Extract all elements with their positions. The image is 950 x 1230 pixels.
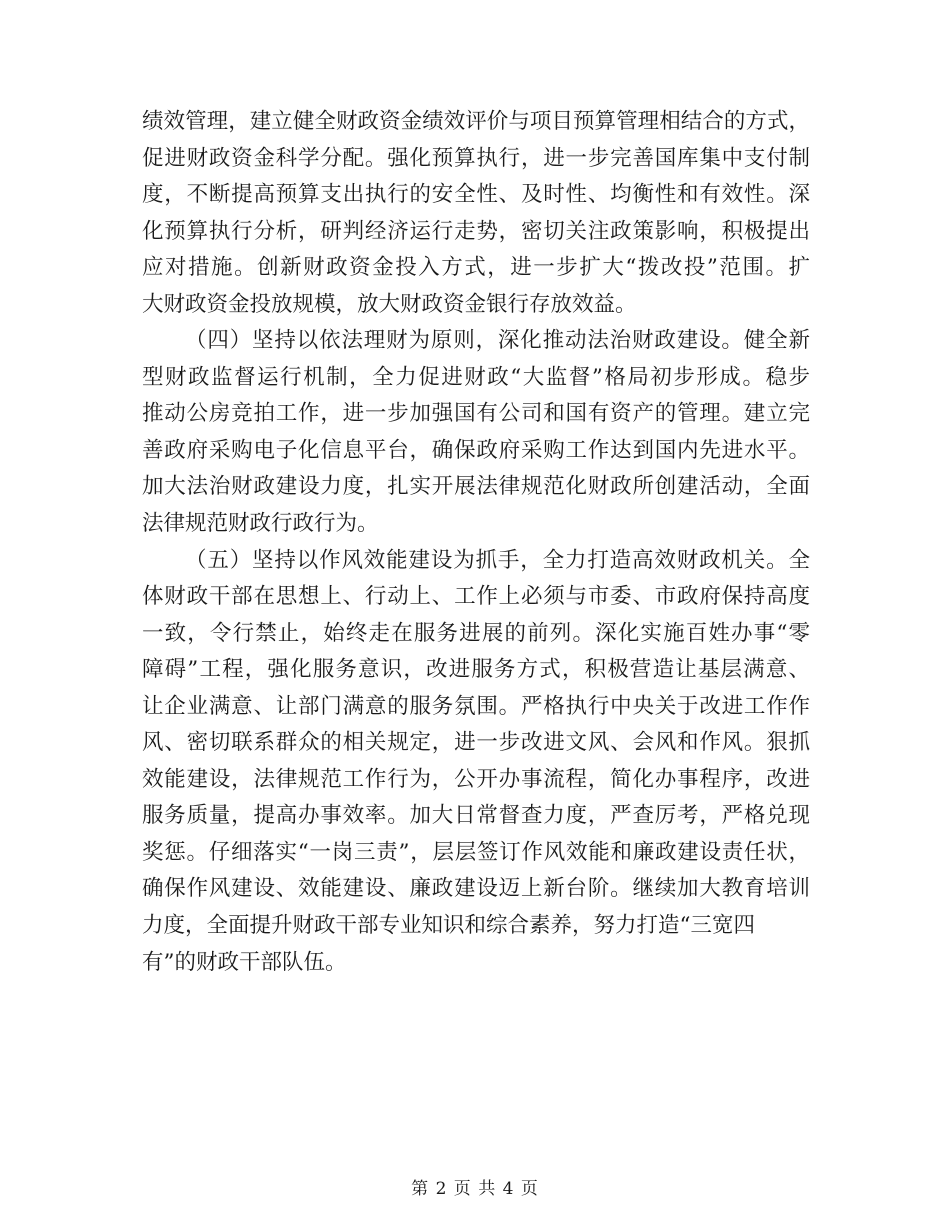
text-line: 化预算执行分析，研判经济运行走势，密切关注政策影响，积极提出 — [142, 218, 810, 244]
text-line: （五）坚持以作风效能建设为抓手，全力打造高效财政机关。全 — [185, 547, 810, 573]
text-line: 加大法治财政建设力度，扎实开展法律规范化财政所创建活动，全面 — [142, 474, 810, 500]
text-line: 奖惩。仔细落实“一岗三责”，层层签订作风效能和廉政建设责任状， — [142, 839, 810, 865]
paragraph-1 — [142, 104, 810, 323]
page-number-footer: 第 2 页 共 4 页 — [411, 1179, 539, 1199]
text-line: 服务质量，提高办事效率。加大日常督查力度，严查厉考，严格兑现 — [142, 803, 810, 829]
text-line: 确保作风建设、效能建设、廉政建设迈上新台阶。继续加大教育培训 — [142, 876, 810, 902]
text-line: 绩效管理，建立健全财政资金绩效评价与项目预算管理相结合的方式， — [142, 109, 810, 134]
text-line: 善政府采购电子化信息平台，确保政府采购工作达到国内先进水平。 — [142, 437, 810, 463]
text-line: 应对措施。创新财政资金投入方式，进一步扩大“拨改投”范围。扩 — [142, 255, 810, 281]
text-line: 促进财政资金科学分配。强化预算执行，进一步完善国库集中支付制 — [142, 145, 810, 171]
paragraph-3 — [142, 543, 810, 982]
text-line: 度，不断提高预算支出执行的安全性、及时性、均衡性和有效性。深 — [142, 182, 810, 208]
text-line: 一致，令行禁止，始终走在服务进展的前列。深化实施百姓办事“零 — [142, 620, 810, 646]
text-line: （四）坚持以依法理财为原则，深化推动法治财政建设。健全新 — [185, 328, 810, 354]
text-line: 大财政资金投放规模，放大财政资金银行存放效益。 — [142, 291, 637, 317]
paragraph-2 — [142, 323, 810, 542]
text-line: 推动公房竞拍工作，进一步加强国有公司和国有资产的管理。建立完 — [142, 401, 810, 427]
text-line: 法律规范财政行政行为。 — [142, 511, 379, 537]
text-line: 型财政监督运行机制，全力促进财政“大监督”格局初步形成。稳步 — [142, 364, 810, 390]
text-line: 障碍”工程，强化服务意识，改进服务方式，积极营造让基层满意、 — [142, 657, 810, 683]
text-line: 让企业满意、让部门满意的服务氛围。严格执行中央关于改进工作作 — [142, 693, 810, 719]
document-body — [142, 104, 810, 981]
text-line: 力度，全面提升财政干部专业知识和综合素养，努力打造“三宽四 — [142, 913, 755, 939]
text-line: 体财政干部在思想上、行动上、工作上必须与市委、市政府保持高度 — [142, 584, 810, 610]
text-line: 有”的财政干部队伍。 — [142, 949, 347, 975]
text-line: 效能建设，法律规范工作行为，公开办事流程，简化办事程序，改进 — [142, 766, 810, 792]
text-line: 风、密切联系群众的相关规定，进一步改进文风、会风和作风。狠抓 — [142, 730, 810, 756]
